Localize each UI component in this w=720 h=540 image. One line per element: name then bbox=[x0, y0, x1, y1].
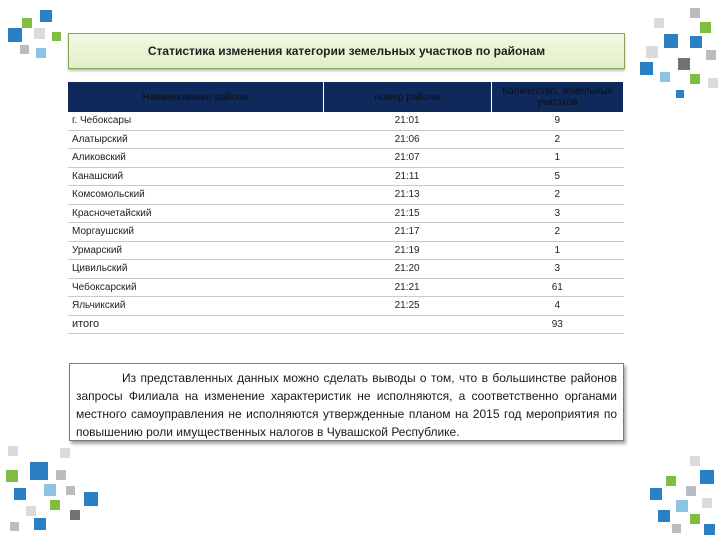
table-header-row bbox=[68, 82, 624, 112]
parcel-count-cell: 2 bbox=[491, 223, 623, 242]
table-row bbox=[68, 167, 624, 186]
district-number-cell: 21:15 bbox=[323, 204, 491, 223]
district-name-cell: Комсомольский bbox=[68, 186, 323, 205]
parcel-count-cell: 3 bbox=[491, 260, 623, 279]
district-name-cell: Яльчикский bbox=[68, 297, 323, 316]
district-number-cell: 21:01 bbox=[323, 112, 491, 130]
total-count-cell: 93 bbox=[491, 315, 623, 334]
table-row bbox=[68, 260, 624, 279]
district-number-cell: 21:17 bbox=[323, 223, 491, 242]
parcel-count-cell: 1 bbox=[491, 149, 623, 168]
district-number-cell: 21:13 bbox=[323, 186, 491, 205]
district-name-cell: Алатырский bbox=[68, 130, 323, 149]
district-name-cell: Красночетайский bbox=[68, 204, 323, 223]
district-name-cell: Аликовский bbox=[68, 149, 323, 168]
parcel-count-cell: 61 bbox=[491, 278, 623, 297]
table-row bbox=[68, 186, 624, 205]
district-name-cell: Цивильский bbox=[68, 260, 323, 279]
district-number-cell: 21:11 bbox=[323, 167, 491, 186]
district-name-cell: Урмарский bbox=[68, 241, 323, 260]
district-name-cell: Чебоксарский bbox=[68, 278, 323, 297]
district-name-cell: г. Чебоксары bbox=[68, 112, 323, 130]
parcel-count-cell: 3 bbox=[491, 204, 623, 223]
table-row bbox=[68, 241, 624, 260]
parcel-count-cell: 9 bbox=[491, 112, 623, 130]
table-total-row bbox=[68, 315, 624, 334]
title-banner bbox=[68, 33, 625, 69]
district-statistics-table bbox=[68, 82, 624, 334]
table-row bbox=[68, 130, 624, 149]
header-parcel-count: Количество, земельных участков bbox=[491, 82, 623, 112]
district-number-cell: 21:06 bbox=[323, 130, 491, 149]
table-row bbox=[68, 223, 624, 242]
total-empty-cell bbox=[323, 315, 491, 334]
parcel-count-cell: 4 bbox=[491, 297, 623, 316]
table-row bbox=[68, 112, 624, 130]
header-district-number: номер района bbox=[323, 82, 491, 112]
parcel-count-cell: 2 bbox=[491, 130, 623, 149]
district-number-cell: 21:07 bbox=[323, 149, 491, 168]
table-row bbox=[68, 297, 624, 316]
header-district-name: Наименование района bbox=[68, 82, 323, 112]
parcel-count-cell: 2 bbox=[491, 186, 623, 205]
district-number-cell: 21:20 bbox=[323, 260, 491, 279]
table-row bbox=[68, 278, 624, 297]
summary-text: Из представленных данных можно сделать выводы о том, что в большинстве районов запросы Филиала на изменение характеристик не исполняются, а соответственно органами местного самоуправления не исполняются утвержденные планом на 2015 год мероприятия по повышению роли имущественных налогов в Чувашской Республике. bbox=[76, 371, 617, 439]
total-label-cell: итого bbox=[68, 315, 323, 334]
page-title: Статистика изменения категории земельных участков по районам bbox=[147, 44, 546, 58]
district-number-cell: 21:25 bbox=[323, 297, 491, 316]
parcel-count-cell: 5 bbox=[491, 167, 623, 186]
district-name-cell: Канашский bbox=[68, 167, 323, 186]
summary-box bbox=[69, 363, 624, 441]
district-number-cell: 21:21 bbox=[323, 278, 491, 297]
table-row bbox=[68, 149, 624, 168]
parcel-count-cell: 1 bbox=[491, 241, 623, 260]
district-name-cell: Моргаушский bbox=[68, 223, 323, 242]
table-body bbox=[68, 112, 624, 334]
district-number-cell: 21:19 bbox=[323, 241, 491, 260]
table-row bbox=[68, 204, 624, 223]
